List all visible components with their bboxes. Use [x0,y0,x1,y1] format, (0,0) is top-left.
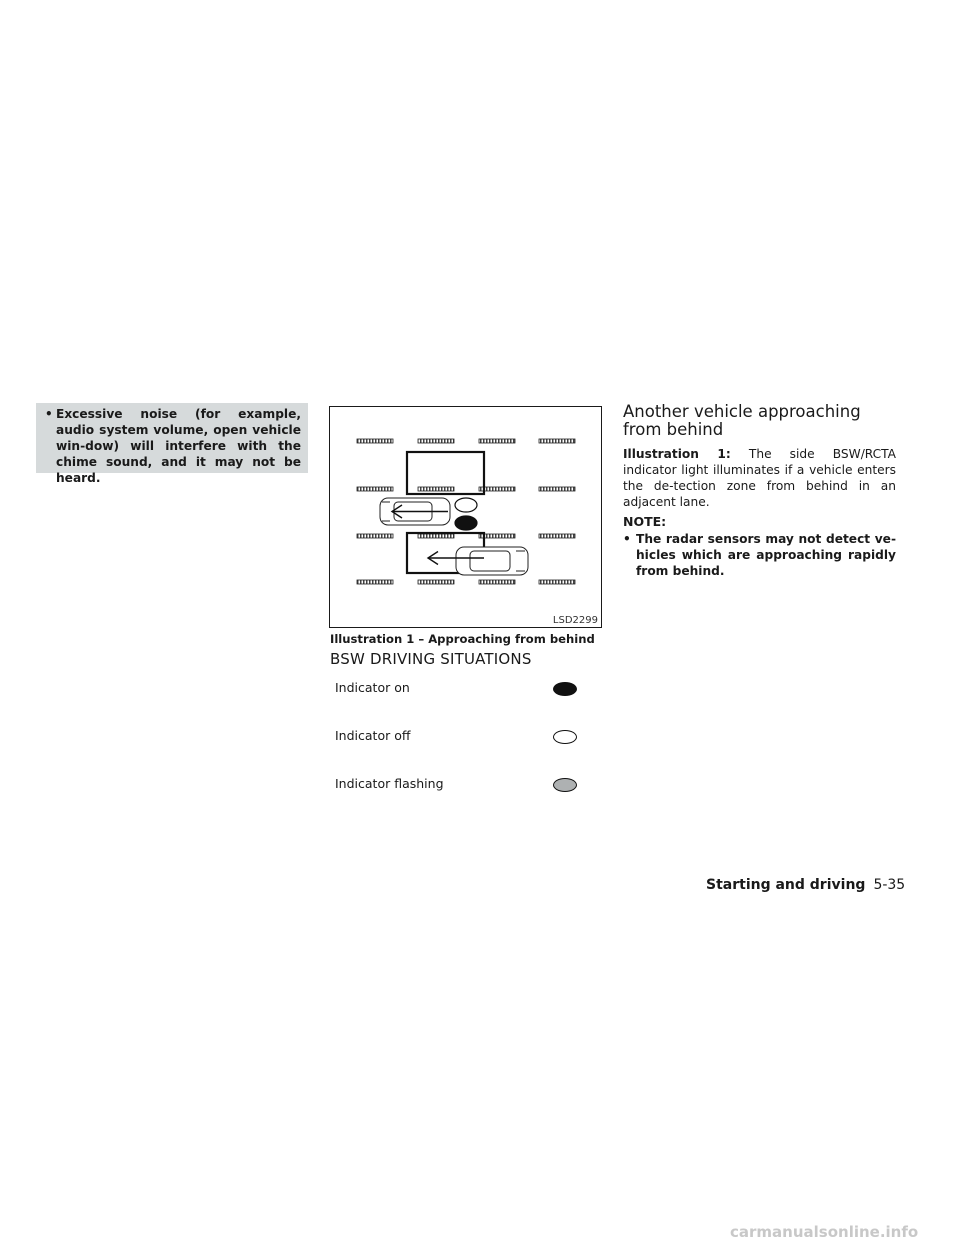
note-heading: NOTE: [623,514,667,529]
lane-diagram [330,407,603,629]
note-item-bullet: • [623,532,631,546]
indicator-flashing-icon [553,778,577,792]
illustration-approaching-from-behind [329,406,602,628]
note-bullet: • [45,407,53,421]
caution-note-box [36,403,308,485]
page-footer [706,877,905,893]
legend-row-flashing [335,776,580,800]
para-lead: Illustration 1: [623,447,731,461]
note-item-text: The radar sensors may not detect ve-hicles which are approaching rapidly from behind. [636,532,896,578]
legend-row-on [335,680,580,704]
illustration-description [623,446,896,510]
section-heading: Another vehicle approaching from behind [623,402,861,439]
figure-code: LSD2299 [552,615,598,626]
legend-label-on: Indicator on [335,680,410,695]
legend-row-off [335,728,580,752]
bsw-section-title: BSW DRIVING SITUATIONS [330,650,532,668]
legend-label-flashing: Indicator flashing [335,776,444,791]
watermark: carmanualsonline.info [730,1223,919,1241]
indicator-on-icon [553,682,577,696]
note-text: Excessive noise (for example, audio system volume, open vehicle win-dow) will interfere with the chime sound, and it may not be heard. [56,407,301,485]
footer-section: Starting and driving [706,877,866,893]
indicator-on-symbol [455,516,477,530]
footer-page-number: 5-35 [873,877,906,893]
figure-caption: Illustration 1 – Approaching from behind [330,632,595,646]
para-body: The side BSW/RCTA indicator light illuminates if a vehicle enters the de-tection zone from behind in an adjacent lane. [623,447,897,509]
vehicle-lower [456,547,528,575]
legend-label-off: Indicator off [335,728,411,743]
indicator-off-icon [553,730,577,744]
indicator-off-symbol [455,498,477,512]
